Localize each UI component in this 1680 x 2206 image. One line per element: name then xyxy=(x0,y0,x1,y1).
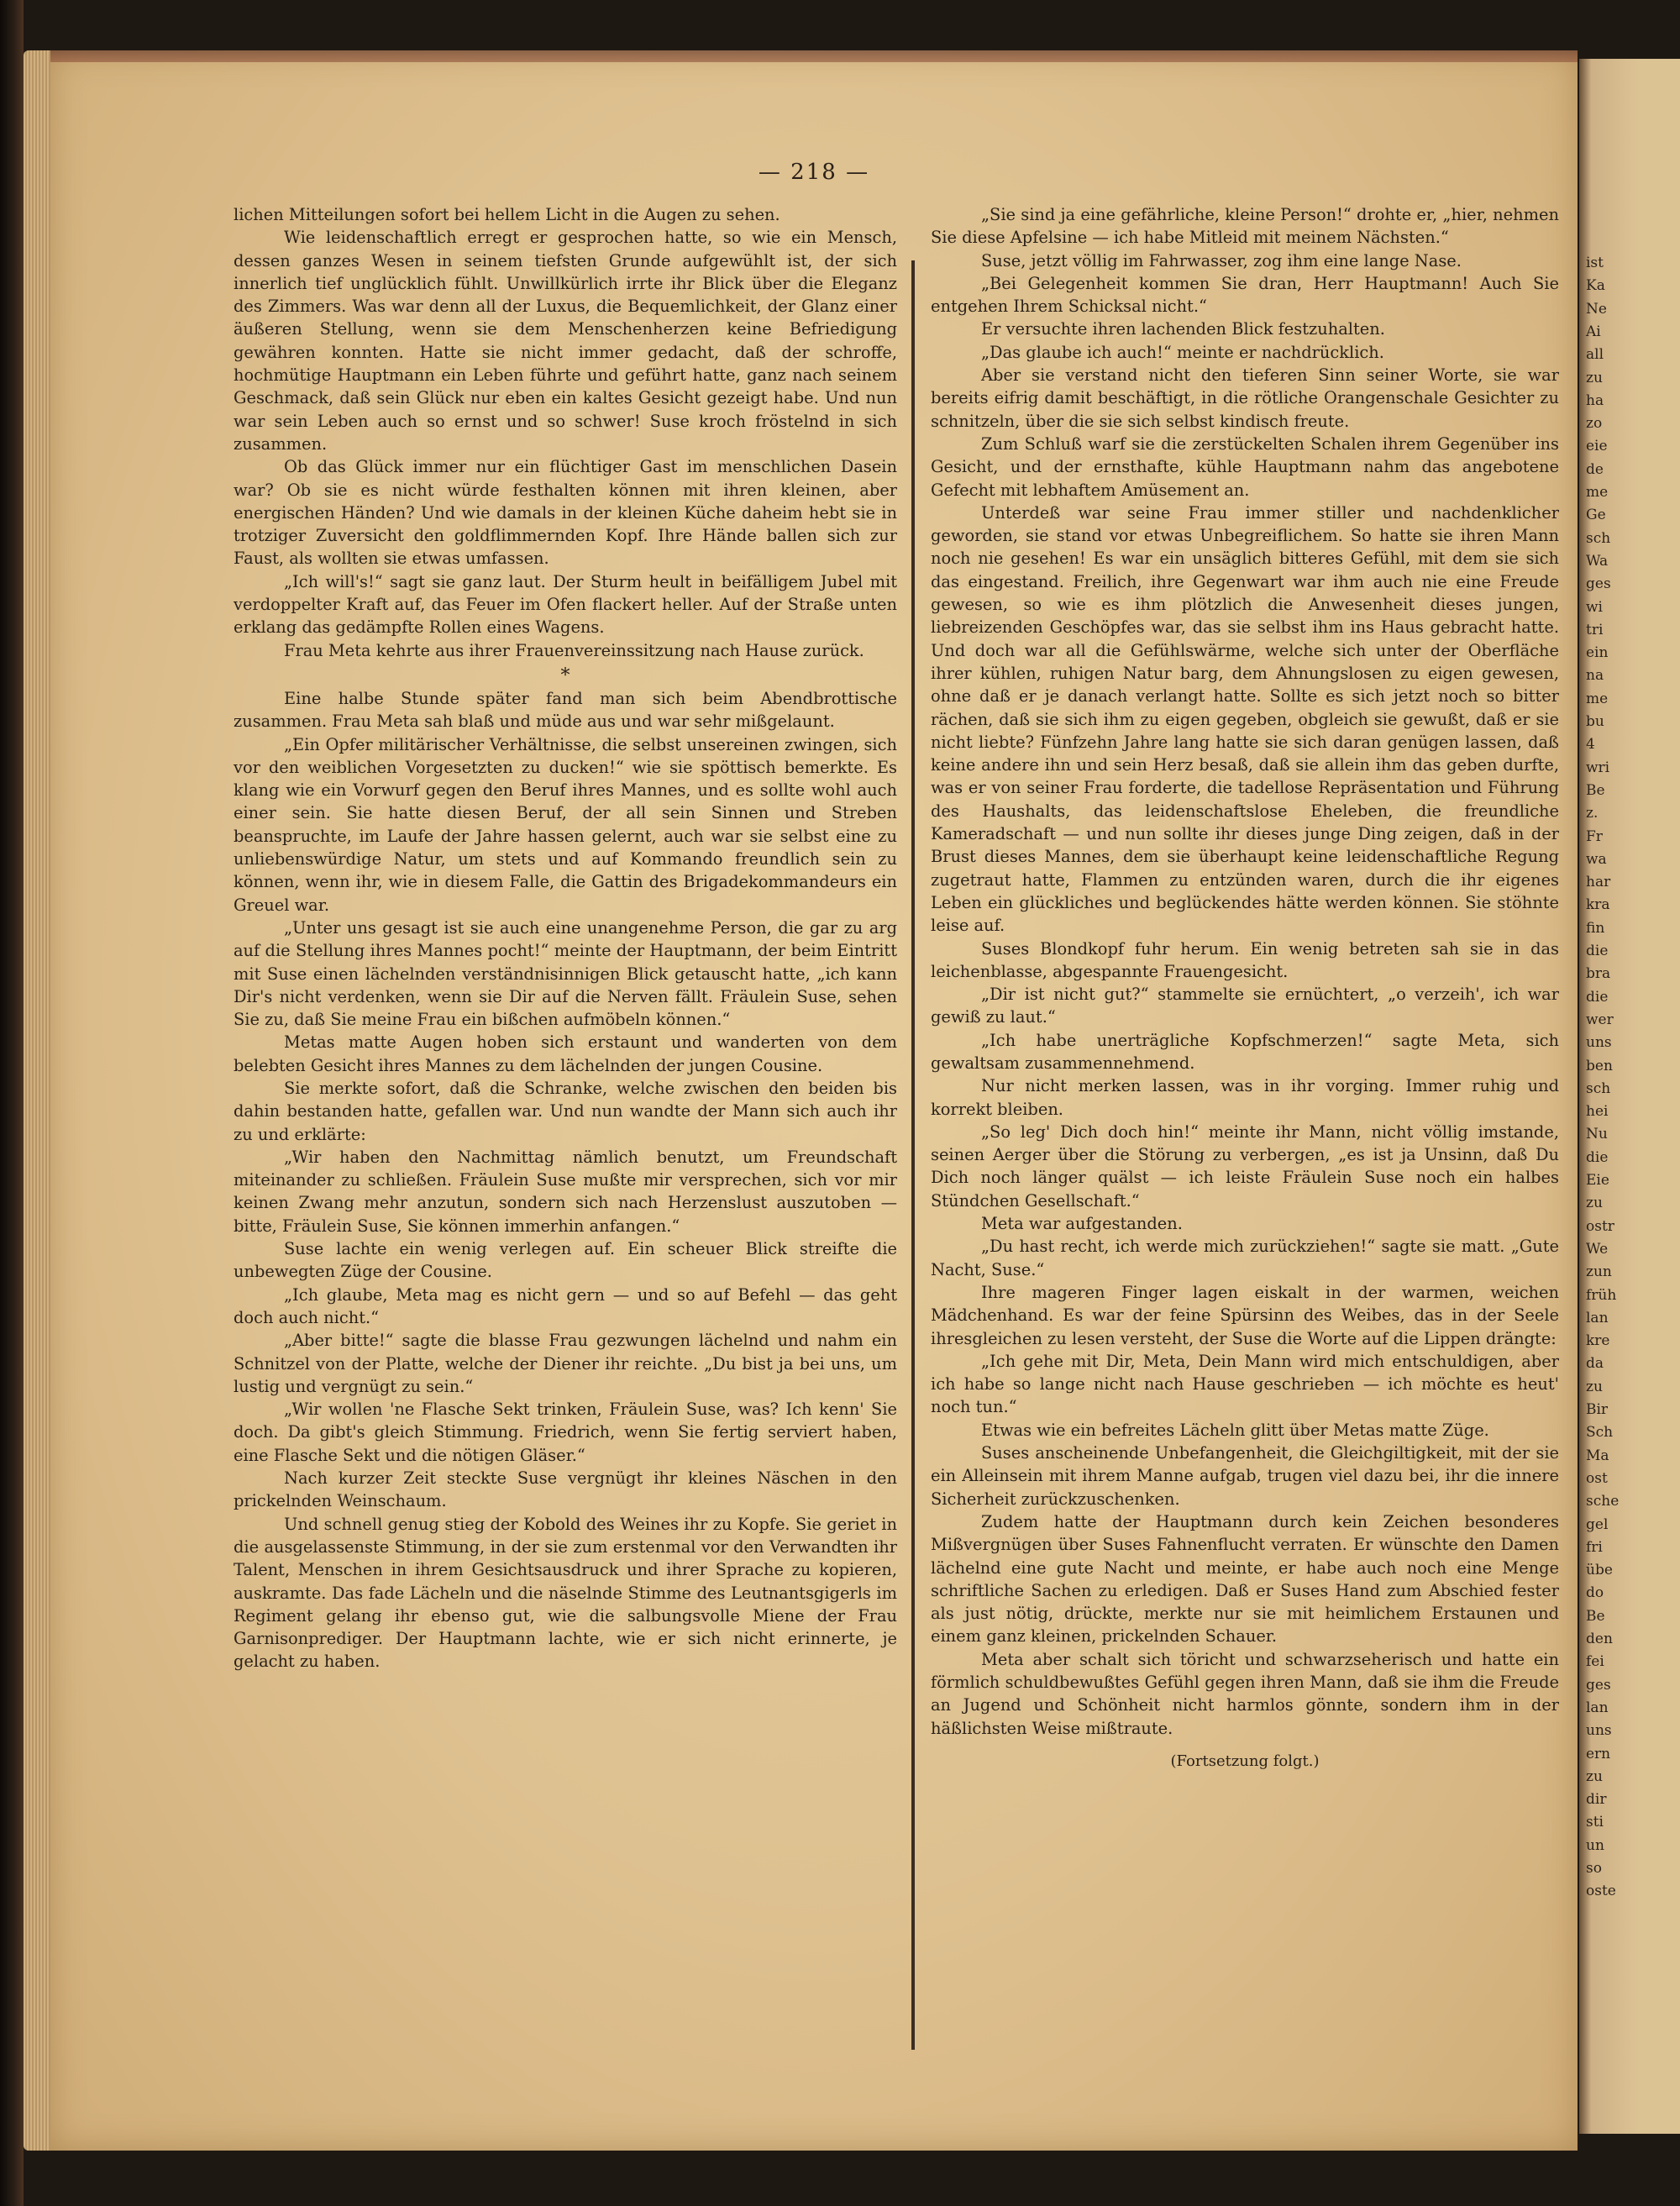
next-page-fragment: eie xyxy=(1586,438,1608,455)
paragraph: Metas matte Augen hoben sich erstaunt und wanderten von dem belebten Gesicht ihres Mannes zu dem lächelnden der jungen Cousine. xyxy=(234,1032,897,1075)
next-page-fragment: sch xyxy=(1586,1079,1611,1097)
paragraph: Zudem hatte der Hauptmann durch kein Zeichen besonderes Mißvergnügen über Suses Fahnenflucht verraten. Er wünschte den Damen lächelnd eine gute Nacht und meinte, er habe auch noch eine Menge schriftliche Sachen zu erledigen. Daß er Suses Hand zum Abschied fester als just nötig, drückte, merkte nur sie mit heimlichem Erstaunen und einem ganz kleinen, prickelnden Schauer. xyxy=(931,1511,1559,1647)
paragraph: Frau Meta kehrte aus ihrer Frauenvereinssitzung nach Hause zurück. xyxy=(284,640,864,660)
paragraph: Suses Blondkopf fuhr herum. Ein wenig betreten sah sie in das leichenblasse, abgespannte Frauengesicht. xyxy=(931,938,1559,981)
paragraph: Nur nicht merken lassen, was in ihr vorging. Immer ruhig und korrekt bleiben. xyxy=(931,1076,1559,1119)
next-page-fragment: har xyxy=(1586,874,1611,891)
next-page-fragment: fei xyxy=(1586,1653,1604,1671)
next-page-fragment: ha xyxy=(1586,391,1604,409)
paragraph: Aber sie verstand nicht den tieferen Sinn seiner Worte, sie war bereits eifrig damit beschäftigt, in die rötliche Orangenschale Gesichter zu schnitzeln, über die sie sich selbst kindisch freute. xyxy=(931,365,1559,431)
next-page-fragment: 4 xyxy=(1586,736,1595,754)
next-page-fragment: wi xyxy=(1586,598,1603,616)
next-page-fragment: lan xyxy=(1586,1309,1609,1326)
next-page-fragment: de xyxy=(1586,460,1604,478)
paragraph: „Ich glaube, Meta mag es nicht gern — und so auf Befehl — das geht doch auch nicht.“ xyxy=(234,1284,897,1327)
next-page-fragment: Ge xyxy=(1586,507,1606,524)
paragraph: „Ich habe unerträgliche Kopfschmerzen!“ sagte Meta, sich gewaltsam zusammennehmend. xyxy=(931,1030,1559,1073)
next-page-fragment: den xyxy=(1586,1631,1613,1647)
paragraph: Unterdeß war seine Frau immer stiller und nachdenklicher geworden, sie stand vor etwas Unbegreiflichem. So hatte sie ihren Mann noch nie gesehen! Es war ein unsäglich bitteres Gefühl, mit dem sie sich das eingestand. Freilich, ihre Gegenwart war ihm auch nie eine Freude gewesen, so wie es ihm plötzlich die Anwesenheit dieses jungen, liebreizenden Geschöpfes war, das sie selbst ihm ins Haus gebracht hatte. Und doch war all die Gefühlswärme, welche sich unter der Oberfläche ihrer kühlen, ruhigen Natur barg, dem Ahnungslosen zu eigen gewesen, ohne daß er je danach verlangt hatte. Sollte es sich jetzt noch so bitter rächen, daß sie sich ihm zu eigen gegeben, obgleich sie gewußt, daß er sie nicht liebte? Fünfzehn Jahre lang hatte sie sich daran genügen lassen, daß keine andere ihn und sein Herz besaß, daß sie allein ihm das geben durfte, was er von seiner Frau forderte, die tadellose Repräsentation und Führung des Haushalts, das leidenschaftslose Eheleben, die freundliche Kameradschaft — und nun sollte ihr dieses junge Ding zeigen, daß in der Brust dieses Mannes, dem sie überhaupt keine leidenschaftliche Regung zugetraut hatte, Flammen zu entzünden waren, durch die ihr eigenes Leben ein glückliches und beglückendes hätte werden können. Sie stöhnte leise auf. xyxy=(931,502,1559,936)
next-page-fragment: ostr xyxy=(1586,1217,1614,1235)
next-page-fragment: zun xyxy=(1586,1263,1612,1281)
next-page-fragment: uns xyxy=(1586,1034,1612,1052)
next-page-fragment: me xyxy=(1586,484,1609,501)
book-page xyxy=(50,50,1578,2151)
next-page-fragment: zu xyxy=(1586,1195,1603,1212)
next-page-fragment: sti xyxy=(1586,1814,1604,1831)
paragraph: Wie leidenschaftlich erregt er gesprochen hatte, so wie ein Mensch, dessen ganzes Wesen in seinem tiefsten Grunde aufgewühlt ist, der sich innerlich tief unglücklich fühlt. Unwillkürlich irrte ihr Blick über die Eleganz des Zimmers. Was war denn all der Luxus, die Bequemlichkeit, der Glanz einer äußeren Stellung, wenn sie dem Menschenherzen keine Befriedigung gewähren konnten. Hatte sie nicht immer gedacht, daß der schroffe, hochmütige Hauptmann ein Leben führte und geführt hatte, ganz nach seinem Geschmack, daß sein Glück nur eben ein kaltes Gesicht gezeigt habe. Und nun war sein Leben auch so ernst und so schwer! Suse kroch fröstelnd in sich zusammen. xyxy=(234,228,897,454)
paragraph: „Ich gehe mit Dir, Meta, Dein Mann wird mich entschuldigen, aber ich habe so lange nicht nach Hause geschrieben — ich möchte es heut' noch tun.“ xyxy=(931,1351,1559,1417)
next-page-fragment: fri xyxy=(1586,1538,1603,1556)
paragraph: Meta war aufgestanden. xyxy=(981,1214,1183,1234)
paragraph: Ihre mageren Finger lagen eiskalt in der warmen, weichen Mädchenhand. Es war der feine Spürsinn des Weibes, das in der Seele ihresgleichen zu lesen versteht, der Suse die Worte auf die Lippen drängte: xyxy=(931,1282,1559,1348)
next-page-fragment: Ma xyxy=(1586,1447,1609,1464)
paragraph: „Sie sind ja eine gefährliche, kleine Person!“ drohte er, „hier, nehmen Sie diese Apfelsine — ich habe Mitleid mit meinem Nächsten.“ xyxy=(931,205,1559,248)
paragraph: „Ein Opfer militärischer Verhältnisse, die selbst unsereinen zwingen, sich vor den weiblichen Vorgesetzten zu ducken!“ wie sie spöttisch bemerkte. Es klang wie ein Vorwurf gegen den Beruf ihres Mannes, und es sollte wohl auch einer sein. Sie hatte diesen Beruf, der all sein Sinnen und Streben beanspruchte, im Laufe der Jahre hassen gelernt, auch war sie selbst eine zu unliebenswürdige Natur, um stets und auf Kommando freundlich sein zu können, wenn ihr, wie in diesem Falle, die Gattin des Brigadekommandeurs ein Greuel war. xyxy=(234,734,897,915)
next-page-fragment: wer xyxy=(1586,1011,1614,1028)
next-page-fragment: Nu xyxy=(1586,1126,1608,1143)
paragraph: „Bei Gelegenheit kommen Sie dran, Herr Hauptmann! Auch Sie entgehen Ihrem Schicksal nicht.“ xyxy=(931,273,1559,317)
paragraph: Zum Schluß warf sie die zerstückelten Schalen ihrem Gegenüber ins Gesicht, und der ernsthafte, kühle Hauptmann nahm das angebotene Gefecht mit lebhaftem Amüsement an. xyxy=(931,433,1559,500)
next-page-fragment: kre xyxy=(1586,1332,1610,1350)
next-page-fragment: Fr xyxy=(1586,827,1603,845)
next-page-fragment: zu xyxy=(1586,1378,1603,1395)
next-page-fragment: zo xyxy=(1586,415,1603,433)
adjacent-page-edge xyxy=(1579,59,1680,2134)
next-page-fragment: ges xyxy=(1586,1676,1611,1694)
next-page-fragment: na xyxy=(1586,667,1604,685)
next-page-fragment: Ai xyxy=(1586,323,1601,340)
text-column-left xyxy=(234,203,897,1673)
next-page-fragment: Ka xyxy=(1586,277,1605,295)
page-number: — 218 — xyxy=(758,160,870,185)
next-page-fragment: hei xyxy=(1586,1103,1609,1121)
next-page-fragment: zu xyxy=(1586,1767,1603,1785)
paragraph: Und schnell genug stieg der Kobold des Weines ihr zu Kopfe. Sie geriet in die ausgelassenste Stimmung, in der sie zum erstenmal vor den Verwandten ihr Talent, Menschen in ihrem Gesichtsausdruck und ihrer Sprache zu kopieren, auskramte. Das fade Lächeln und die näselnde Stimme des Leutnantsgigerls im Regiment gelang ihr ebenso gut, wie die salbungsvolle Miene der Frau Garnisonprediger. Der Hauptmann lachte, wie er sich nicht erinnerte, je gelacht zu haben. xyxy=(234,1514,897,1672)
paragraph: „Ich will's!“ sagt sie ganz laut. Der Sturm heult in beifälligem Jubel mit verdoppelter Kraft auf, das Feuer im Ofen flackert heller. Auf der Straße unten erklang das gedämpfte Rollen eines Wagens. xyxy=(234,571,897,638)
next-page-fragment: bra xyxy=(1586,965,1611,983)
next-page-fragment: tri xyxy=(1586,621,1604,638)
paragraph: „Dir ist nicht gut?“ stammelte sie ernüchtert, „o verzeih', ich war gewiß zu laut.“ xyxy=(931,985,1559,1027)
book-spine xyxy=(0,0,24,2206)
next-page-fragment: Bir xyxy=(1586,1401,1609,1418)
next-page-fragment: ost xyxy=(1586,1469,1608,1487)
next-page-fragment: die xyxy=(1586,943,1609,959)
column-divider xyxy=(911,260,915,2050)
next-page-fragment: all xyxy=(1586,346,1604,364)
next-page-fragment: do xyxy=(1586,1584,1604,1602)
paragraph: „Unter uns gesagt ist sie auch eine unangenehme Person, die gar zu arg auf die Stellung ihres Mannes pocht!“ meinte der Hauptmann, der beim Eintritt mit Suse einen lächelnden verständnisinnigen Blick getauscht hatte, „ich kann Dir's nicht verdenken, wenn sie Dir auf die Nerven fällt. Fräulein Suse, sehen Sie zu, daß Sie meine Frau ein bißchen aufmöbeln können.“ xyxy=(234,917,897,1030)
paragraph: „Du hast recht, ich werde mich zurückziehen!“ sagte sie matt. „Gute Nacht, Suse.“ xyxy=(931,1237,1559,1279)
next-page-fragment: übe xyxy=(1586,1562,1613,1579)
paragraph: Suse lachte ein wenig verlegen auf. Ein scheuer Blick streifte die unbewegten Züge der Cousine. xyxy=(234,1239,897,1282)
next-page-fragment: Eie xyxy=(1586,1172,1609,1189)
next-page-fragment: un xyxy=(1586,1836,1604,1854)
next-page-fragment: z. xyxy=(1586,805,1599,822)
continuation-note: (Fortsetzung folgt.) xyxy=(1170,1752,1320,1770)
paragraph: „Wir wollen 'ne Flasche Sekt trinken, Fräulein Suse, was? Ich kenn' Sie doch. Da gibt's gleich Stimmung. Friedrich, wenn Sie fertig serviert haben, eine Flasche Sekt und die nötigen Gläser.“ xyxy=(234,1400,897,1465)
paragraph: „So leg' Dich doch hin!“ meinte ihr Mann, nicht völlig imstande, seinen Aerger über die Störung zu verbergen, „es ist ja Unsinn, daß Du Dich noch länger quälst — ich leiste Fräulein Suse noch ein halbes Stündchen Gesellschaft.“ xyxy=(931,1121,1559,1211)
next-page-fragment: wri xyxy=(1586,759,1610,776)
paragraph: Nach kurzer Zeit steckte Suse vergnügt ihr kleines Näschen in den prickelnden Weinschaum. xyxy=(234,1468,897,1511)
text-column-right xyxy=(931,203,1559,1773)
next-page-fragment: bu xyxy=(1586,713,1604,730)
next-page-fragment: gel xyxy=(1586,1515,1609,1533)
paragraph: Etwas wie ein befreites Lächeln glitt über Metas matte Züge. xyxy=(981,1420,1489,1440)
next-page-fragment: wa xyxy=(1586,850,1607,868)
next-page-fragment: ein xyxy=(1586,644,1609,662)
paragraph: „Aber bitte!“ sagte die blasse Frau gezwungen lächelnd und nahm ein Schnitzel von der Platte, welche der Diener ihr reichte. „Du bist ja bei uns, um lustig und vergnügt zu sein.“ xyxy=(234,1331,897,1396)
next-page-fragment: ern xyxy=(1586,1745,1611,1762)
next-page-fragment: oste xyxy=(1586,1883,1616,1900)
next-page-fragment: sch xyxy=(1586,529,1611,547)
next-page-fragment: ben xyxy=(1586,1057,1613,1074)
next-page-fragment: Wa xyxy=(1586,552,1609,570)
paragraph: Suse, jetzt völlig im Fahrwasser, zog ihm eine lange Nase. xyxy=(981,250,1462,270)
next-page-fragment: früh xyxy=(1586,1286,1617,1304)
paragraph: „Wir haben den Nachmittag nämlich benutzt, um Freundschaft miteinander zu schließen. Fräulein Suse mußte mir versprechen, sich vor mir keinen Zwang mehr anzutun, sondern sich nach Herzenslust auszutoben — bitte, Fräulein Suse, Sie können immerhin anfangen.“ xyxy=(234,1147,897,1236)
next-page-fragment: fin xyxy=(1586,919,1605,937)
next-page-fragment: sche xyxy=(1586,1493,1620,1510)
paragraph: Ob das Glück immer nur ein flüchtiger Gast im menschlichen Dasein war? Ob sie es nicht würde festhalten können mit ihren kleinen, aber energischen Händen? Und wie damals in der kleinen Küche daheim hebt sie in trotziger Zuversicht den goldflimmernden Kopf. Ihre Hände ballen sich zur Faust, als wollten sie etwas umfassen. xyxy=(234,457,897,569)
next-page-fragment: kra xyxy=(1586,896,1610,914)
next-page-fragment: zu xyxy=(1586,369,1603,386)
next-page-fragment: ist xyxy=(1586,255,1604,271)
paragraph: Sie merkte sofort, daß die Schranke, welche zwischen den beiden bis dahin bestanden hatte, gefallen war. Und nun wandte der Mann sich auch ihr zu und erklärte: xyxy=(234,1078,897,1144)
next-page-fragment: ges xyxy=(1586,575,1611,593)
next-page-fragment: Ne xyxy=(1586,300,1607,318)
next-page-fragment: uns xyxy=(1586,1722,1612,1740)
paragraph: Suses anscheinende Unbefangenheit, die Gleichgiltigkeit, mit der sie ein Alleinsein mit ihrem Manne aufgab, trugen viel dazu bei, ihr die innere Sicherheit zurückzuschenken. xyxy=(931,1443,1559,1509)
next-page-fragment: Sch xyxy=(1586,1424,1614,1442)
section-separator: * xyxy=(560,664,570,686)
next-page-fragment: Be xyxy=(1586,1607,1605,1625)
next-page-fragment: me xyxy=(1586,690,1609,707)
paragraph: Er versuchte ihren lachenden Blick festzuhalten. xyxy=(981,319,1385,339)
next-page-fragment: so xyxy=(1586,1860,1602,1877)
paragraph: lichen Mitteilungen sofort bei hellem Licht in die Augen zu sehen. xyxy=(234,205,780,224)
next-page-fragment: die xyxy=(1586,1148,1609,1166)
paragraph: Eine halbe Stunde später fand man sich beim Abendbrottische zusammen. Frau Meta sah blaß und müde aus und war sehr mißgelaunt. xyxy=(234,688,897,732)
next-page-fragment: We xyxy=(1586,1240,1609,1258)
next-page-fragment: die xyxy=(1586,988,1609,1006)
paragraph: Meta aber schalt sich töricht und schwarzseherisch und hatte ein förmlich schuldbewußtes Gefühl gegen ihren Mann, daß sie ihm die Freude an Jugend und Schönheit nicht harmlos gönnte, sondern ihm in der häßlichsten Weise mißtraute. xyxy=(931,1649,1559,1738)
next-page-fragment: da xyxy=(1586,1355,1604,1373)
next-page-fragment: dir xyxy=(1586,1791,1607,1809)
next-page-fragment: lan xyxy=(1586,1699,1609,1716)
next-page-fragment: Be xyxy=(1586,781,1605,799)
paragraph: „Das glaube ich auch!“ meinte er nachdrücklich. xyxy=(981,342,1384,362)
